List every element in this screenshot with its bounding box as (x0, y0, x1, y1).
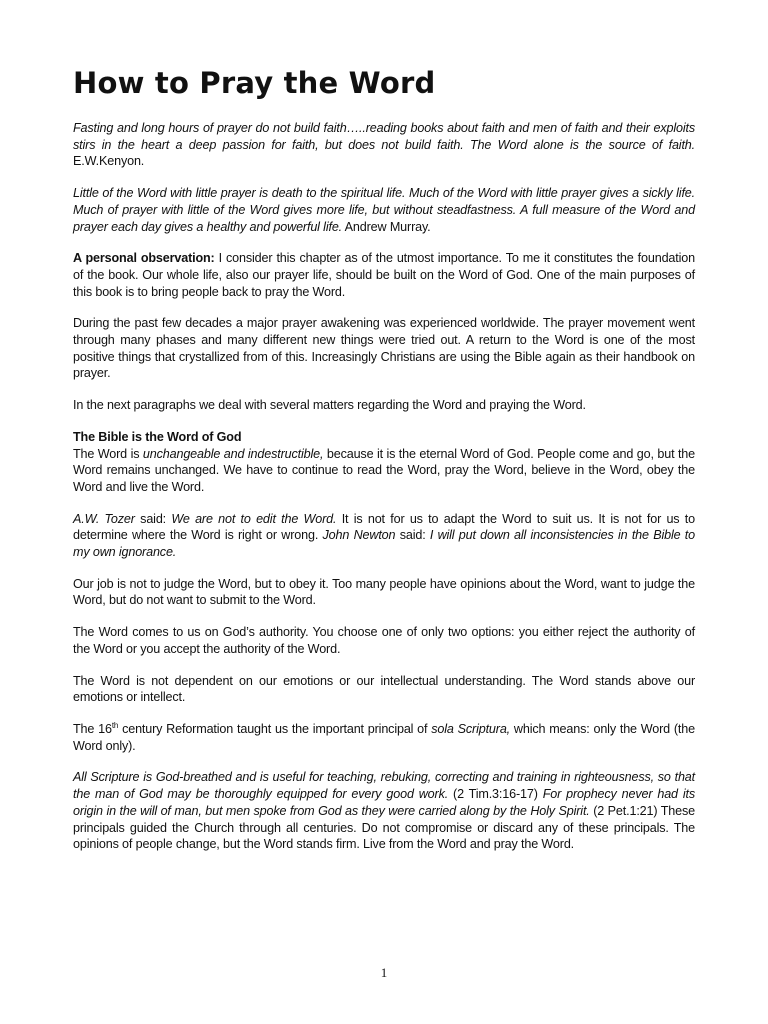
italic-run: We are not to edit the Word. (171, 511, 337, 526)
section-heading: The Bible is the Word of God (73, 429, 242, 444)
italic-run: I will put down all inconsistencies in the Bible to my own ignorance. (73, 528, 695, 560)
superscript: th (111, 720, 119, 730)
paragraph-awakening: During the past few decades a major prayer awakening was experienced worldwide. The prayer movement went through many phases and many different new things were tried out. A return to the Word is one of the most positive things that crystallized from of this. Increasingly Christians are using the Bible again as their handbook on prayer. (73, 316, 695, 381)
text-run: The 16 (73, 721, 112, 736)
paragraph-tozer (73, 511, 695, 561)
page-title: How to Pray the Word (73, 66, 436, 100)
author-name: John Newton (322, 528, 396, 543)
scripture-reference: (2 Tim.3:16-17) (448, 787, 543, 802)
paragraph-scripture (73, 769, 695, 853)
personal-observation (73, 250, 695, 300)
observation-label: A personal observation: (73, 251, 215, 266)
author-name: A.W. Tozer (73, 511, 135, 526)
italic-run: sola Scriptura, (431, 721, 511, 736)
paragraph-judge: Our job is not to judge the Word, but to obey it. Too many people have opinions about the Word, want to judge the Word, but do not want to submit to the Word. (73, 576, 695, 608)
quote-text: Little of the Word with little prayer is death to the spiritual life. Much of the Word with little prayer gives a sickly life. Much of prayer with little of the Word gives more life, but without steadfastness. A full measure of the Word and prayer each day gives a healthy and powerful life. (73, 186, 695, 234)
quote-author: E.W.Kenyon. (73, 154, 145, 169)
paragraph-emotions: The Word is not dependent on our emotions or our intellectual understanding. The Word stands above our emotions or intellect. (73, 673, 695, 705)
text-run: said: (395, 528, 430, 543)
italic-run: unchangeable and indestructible, (142, 446, 324, 461)
text-run: because it is the eternal Word of God. People come and go, but the Word remains unchanged. We have to continue to read the Word, pray the Word, believe in the Word, obey the Word and live the Word. (73, 446, 696, 494)
quote-text: Fasting and long hours of prayer do not build faith…..reading books about faith and men of faith and their exploits stirs in the heart a deep passion for faith, but does not build faith. The Word alone is the source of faith. (73, 121, 695, 152)
quote-murray (73, 185, 695, 235)
text-run: The Word is (73, 446, 143, 461)
text-run: which means: only the Word (the Word only). (73, 721, 695, 753)
page-number: 1 (380, 965, 388, 980)
quote-author: Andrew Murray. (342, 219, 431, 234)
text-run: These principals guided the Church through all centuries. Do not compromise or discard any of these principals. The opinions of people change, but the Word stands firm. Live from the Word and pray the Word. (73, 803, 696, 852)
quote-kenyon (73, 120, 695, 170)
text-run: said: (134, 511, 172, 526)
paragraph-next: In the next paragraphs we deal with several matters regarding the Word and praying the Word. (73, 398, 586, 413)
observation-text: I consider this chapter as of the utmost importance. To me it constitutes the foundation of the book. Our whole life, also our prayer life, should be built on the Word of God. One of the main purposes of this book is to bring people back to pray the Word. (73, 251, 695, 299)
paragraph-authority: The Word comes to us on God’s authority. You choose one of only two options: you either reject the authority of the Word or you accept the authority of the Word. (73, 625, 695, 656)
paragraph-unchangeable (73, 446, 695, 496)
text-run: It is not for us to adapt the Word to suit us. It is not for us to determine where the Word is right or wrong. (73, 511, 695, 543)
paragraph-reformation (73, 721, 695, 754)
scripture-reference: (2 Pet.1:21) (589, 803, 658, 818)
italic-run: For prophecy never had its origin in the will of man, but men spoke from God as they were carried along by the Holy Spirit. (73, 787, 695, 818)
italic-run: All Scripture is God-breathed and is useful for teaching, rebuking, correcting and training in righteousness, so that the man of God may be thoroughly equipped for every good work. (73, 770, 695, 802)
text-run: century Reformation taught us the important principal of (118, 721, 432, 736)
